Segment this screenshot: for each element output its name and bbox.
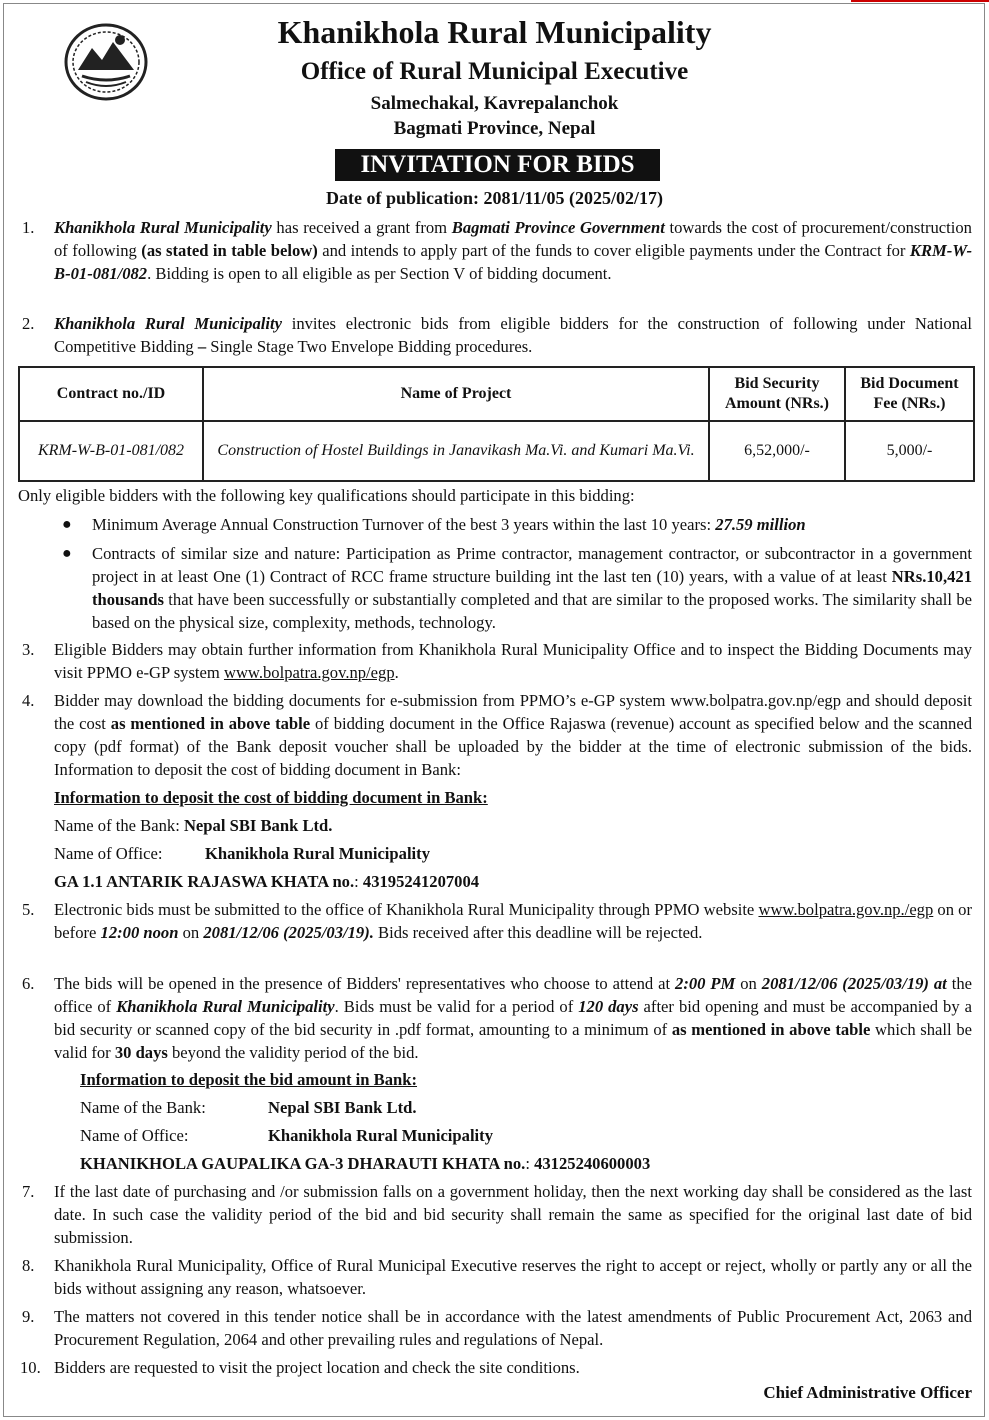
paragraph-1: Khanikhola Rural Municipality has received a grant from Bagmati Province Government towards the cost of procurement/construction of following (as stated in table below) and intends to apply part of the funds to cover eligible payments under the Contract for KRM-W-B-01-081/082. Bidding is open to all eligible as per Section V of bidding document. <box>54 218 972 283</box>
cell-bid-security: 6,52,000/- <box>709 421 845 481</box>
item-number: 6. <box>22 974 35 993</box>
notice-banner: INVITATION FOR BIDS <box>335 149 660 181</box>
header-contract-id: Contract no./ID <box>19 367 203 421</box>
office-name-label-2: Name of Office: <box>80 1126 189 1145</box>
address-line-2: Bagmati Province, Nepal <box>393 118 596 139</box>
bids-table <box>18 366 975 482</box>
top-accent-line <box>851 0 989 2</box>
qualification-intro: Only eligible bidders with the following key qualifications should participate in this bidding: <box>18 486 635 505</box>
cell-contract-id: KRM-W-B-01-081/082 <box>19 421 203 481</box>
office-name-value-2: Khanikhola Rural Municipality <box>268 1126 493 1145</box>
table-header-row <box>19 367 974 421</box>
cell-project-name: Construction of Hostel Buildings in Janavikash Ma.Vi. and Kumari Ma.Vi. <box>203 421 709 481</box>
qualification-turnover: Minimum Average Annual Construction Turnover of the best 3 years within the last 10 years: 27.59 million <box>92 515 806 534</box>
account-row-1: GA 1.1 ANTARIK RAJASWA KHATA no.: 43195241207004 <box>54 872 480 891</box>
bank-name-value-2: Nepal SBI Bank Ltd. <box>268 1098 417 1117</box>
item-number: 2. <box>22 314 35 333</box>
bank-info-heading-1: Information to deposit the cost of bidding document in Bank: <box>54 788 488 807</box>
signatory-title: Chief Administrative Officer <box>763 1383 972 1402</box>
item-number: 1. <box>22 218 35 237</box>
submission-link[interactable]: www.bolpatra.gov.np./egp <box>758 900 934 919</box>
bank-info-heading-2: Information to deposit the bid amount in Bank: <box>80 1070 418 1089</box>
paragraph-6: The bids will be opened in the presence of Bidders' representatives who choose to attend at 2:00 PM on 2081/12/06 (2025/03/19) at the office of Khanikhola Rural Municipality. Bids must be valid for a period of 120 days after bid opening and must be accompanied by a bid security or scanned copy of the bid security in .pdf format, amounting to a minimum of as mentioned in above table which shall be valid for 30 days beyond the validity period of the bid. <box>54 974 973 1062</box>
item-number: 10. <box>20 1358 41 1377</box>
table-row <box>19 421 974 481</box>
item-number: 5. <box>22 900 35 919</box>
office-name-value-1: Khanikhola Rural Municipality <box>205 844 430 863</box>
item-number: 8. <box>22 1256 35 1275</box>
office-name-label-1: Name of Office: <box>54 844 163 863</box>
bullet-icon: ● <box>62 516 72 533</box>
item-number: 3. <box>22 640 35 659</box>
header-bid-security: Bid Security Amount (NRs.) <box>709 367 845 421</box>
bank-name-row-1: Name of the Bank: Nepal SBI Bank Ltd. <box>54 816 333 835</box>
header-project-name: Name of Project <box>203 367 709 421</box>
publication-date: Date of publication: 2081/11/05 (2025/02/17) <box>326 188 663 208</box>
paragraph-8: Khanikhola Rural Municipality, Office of Rural Municipal Executive reserves the right to accept or reject, wholly or partly any or all the bids without assigning any reason, whatsoever. <box>54 1256 972 1298</box>
paragraph-2: Khanikhola Rural Municipality invites electronic bids from eligible bidders for the construction of following under National Competitive Bidding – Single Stage Two Envelope Bidding procedures. <box>54 314 972 356</box>
municipality-title: Khanikhola Rural Municipality <box>277 14 712 50</box>
item-number: 7. <box>22 1182 35 1201</box>
item-number: 4. <box>22 691 35 710</box>
bullet-icon: ● <box>62 545 72 562</box>
paragraph-10: Bidders are requested to visit the project location and check the site conditions. <box>54 1358 580 1377</box>
egp-link[interactable]: www.bolpatra.gov.np/egp <box>223 663 395 682</box>
paragraph-7: If the last date of purchasing and /or submission falls on a government holiday, then the next working day shall be considered as the last date. In such case the validity period of the bid and bid security shall remain the same as specified for the original last date of bid submission. <box>54 1182 972 1247</box>
office-title: Office of Rural Municipal Executive <box>300 58 689 85</box>
paragraph-3: Eligible Bidders may obtain further information from Khanikhola Rural Municipality Office and to inspect the Bidding Documents may visit PPMO e-GP system www.bolpatra.gov.np/egp. <box>54 640 972 682</box>
cell-document-fee: 5,000/- <box>845 421 974 481</box>
paragraph-5: Electronic bids must be submitted to the office of Khanikhola Rural Municipality through PPMO website www.bolpatra.gov.np./egp on or before 12:00 noon on 2081/12/06 (2025/03/19). Bids received after this deadline will be rejected. <box>54 900 973 942</box>
item-number: 9. <box>22 1307 35 1326</box>
qualification-similar-contracts: Contracts of similar size and nature: Participation as Prime contractor, management contractor, or subcontractor in a government project in at least One (1) Contract of RCC frame structure building int the last ten (10) years, with a value of at least NRs.10,421 thousands that have been successfully or substantially completed and that are similar to the proposed works. The similarity shall be based on the physical size, complexity, methods, technology. <box>92 544 972 632</box>
account-row-2: KHANIKHOLA GAUPALIKA GA-3 DHARAUTI KHATA no.: 43125240600003 <box>80 1154 651 1173</box>
address-line-1: Salmechakal, Kavrepalanchok <box>370 93 619 114</box>
header-document-fee: Bid Document Fee (NRs.) <box>845 367 974 421</box>
paragraph-9: The matters not covered in this tender notice shall be in accordance with the latest amendments of Public Procurement Act, 2063 and Procurement Regulation, 2064 and other prevailing rules and regulations of Nepal. <box>54 1307 972 1349</box>
paragraph-4: Bidder may download the bidding documents for e-submission from PPMO’s e-GP system www.bolpatra.gov.np/egp and should deposit the cost as mentioned in above table of bidding document in the Office Rajaswa (revenue) account as specified below and the scanned copy (pdf format) of the Bank deposit voucher shall be uploaded by the bidder at the time of electronic submission of the bids. Information to deposit the cost of bidding document in Bank: <box>54 691 972 779</box>
bank-name-label-2: Name of the Bank: <box>80 1098 206 1117</box>
